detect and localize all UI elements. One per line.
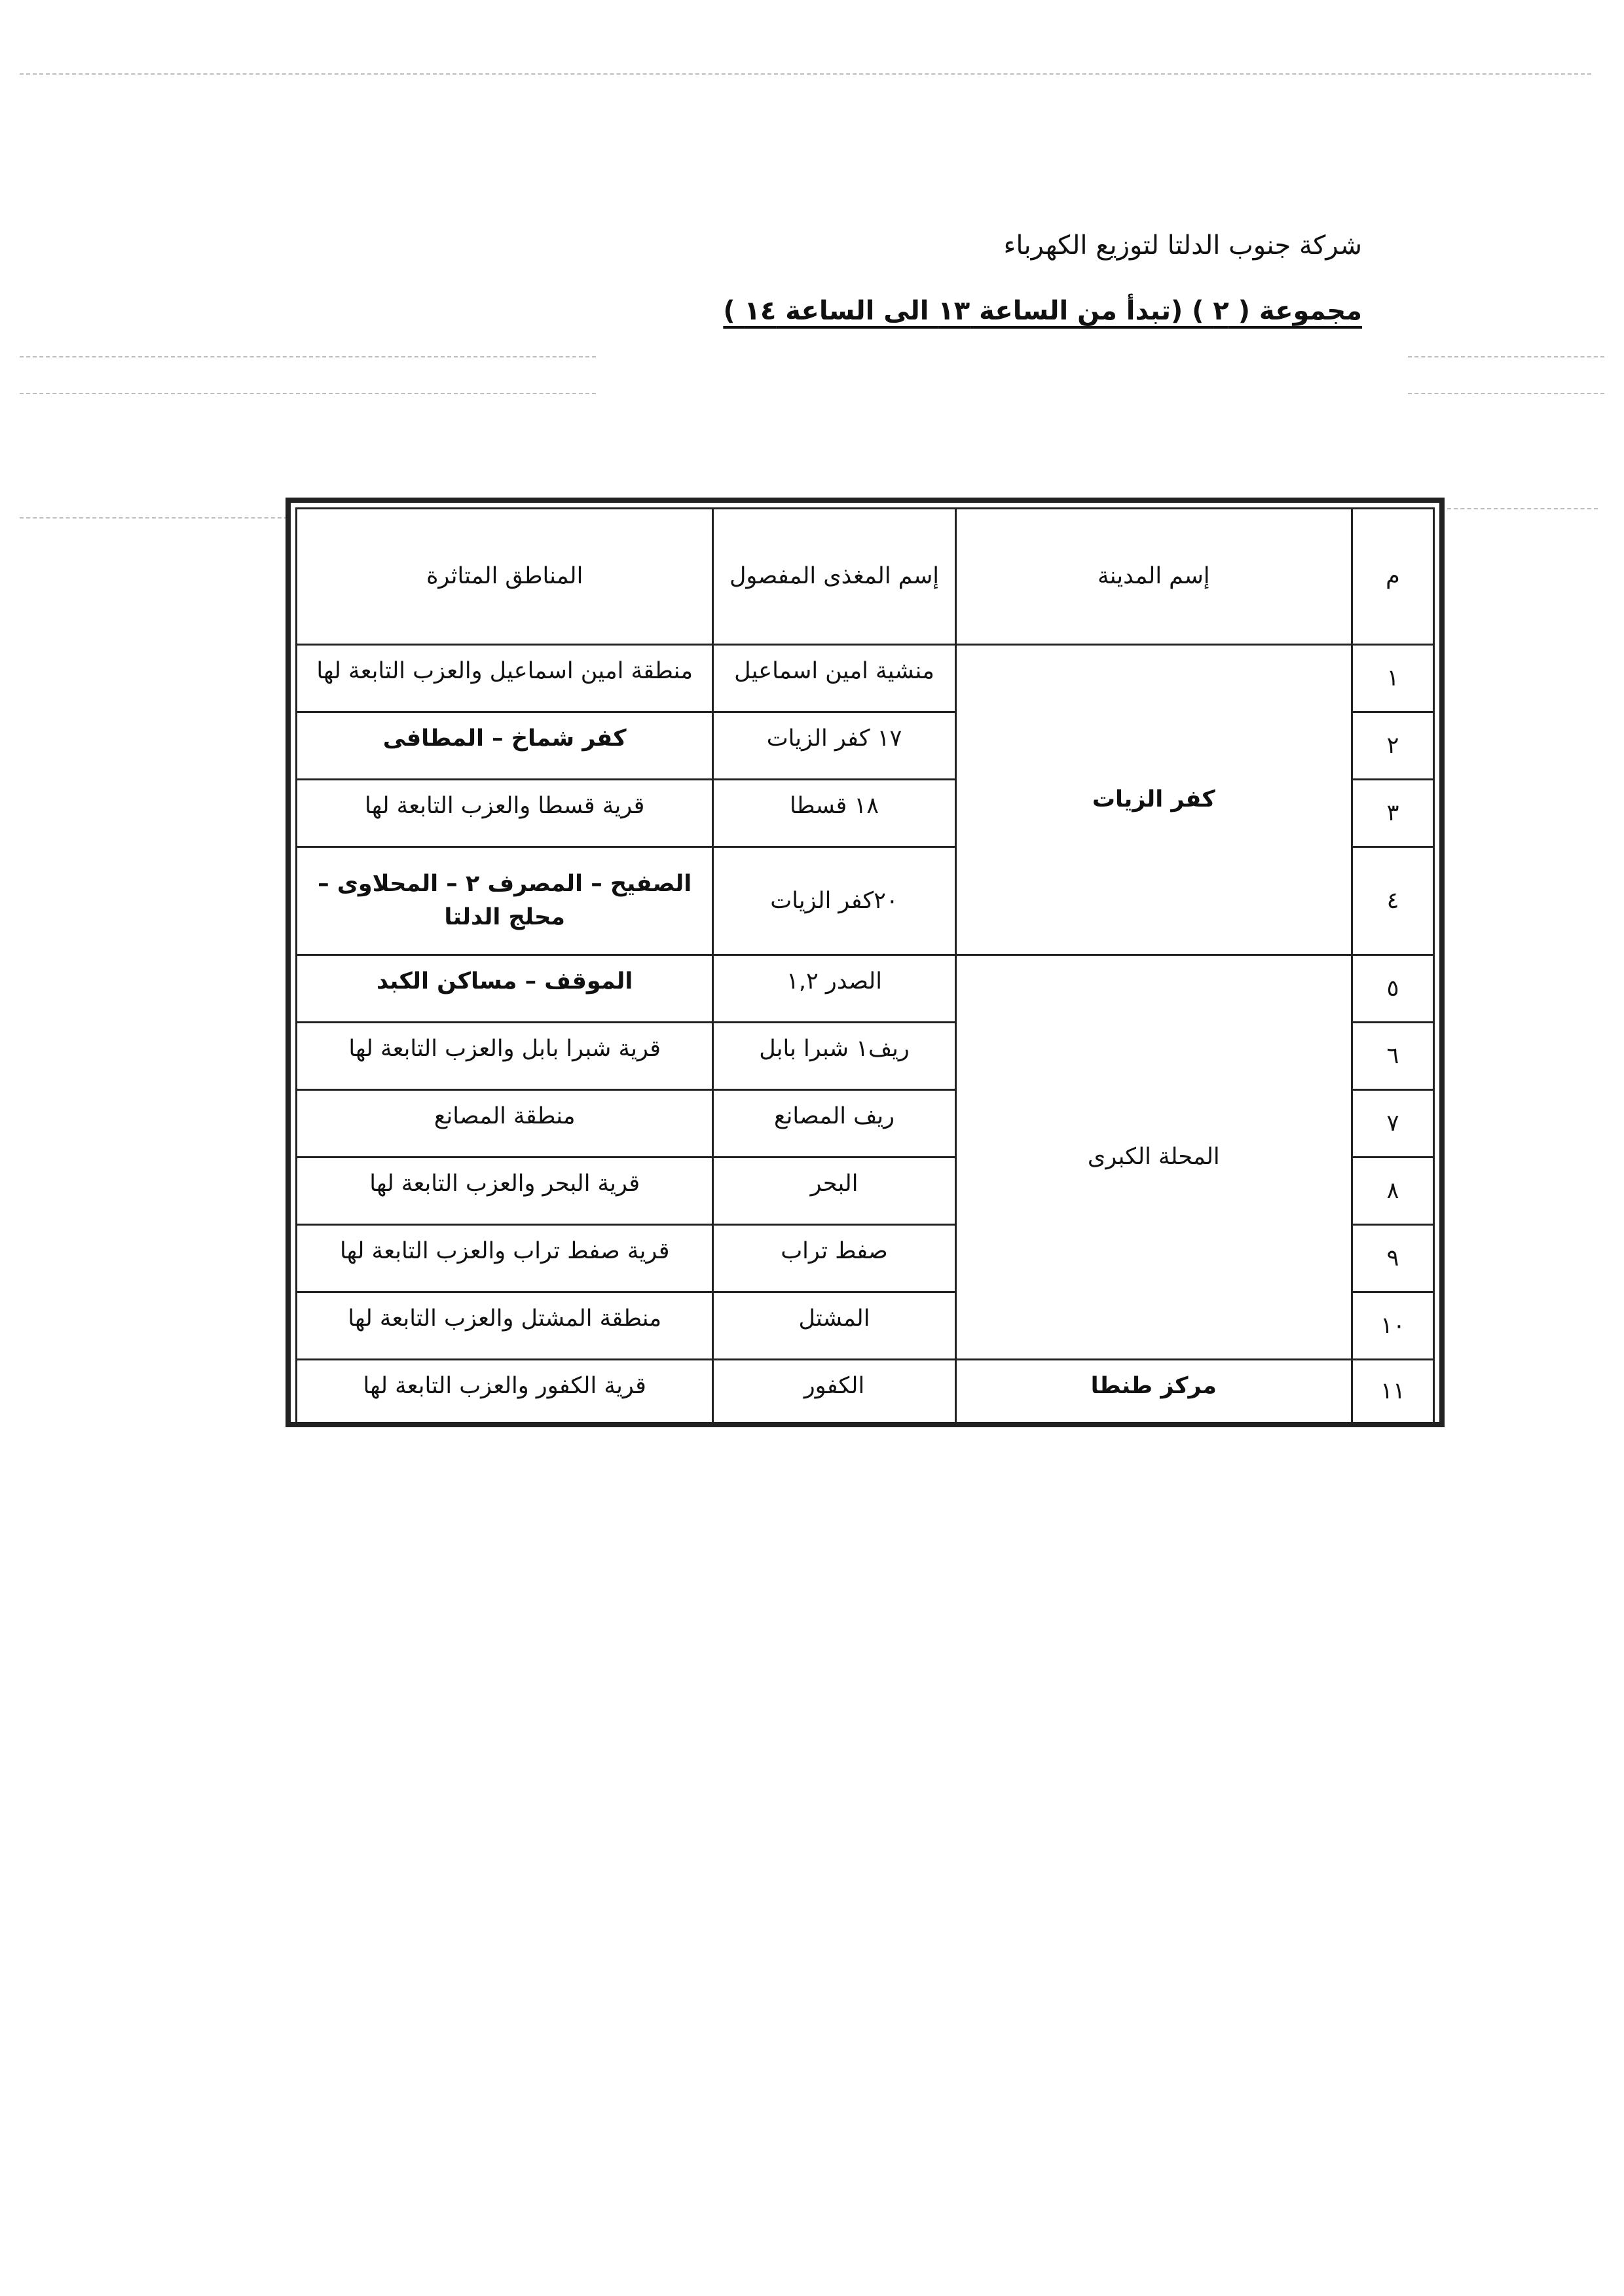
header-city: إسم المدينة (955, 509, 1352, 645)
row-number: ٢ (1352, 712, 1433, 780)
area-cell: كفر شماخ – المطافى (297, 712, 713, 780)
scan-line (1408, 393, 1604, 394)
feeder-cell: الصدر ١,٢ (713, 955, 955, 1023)
feeder-cell: ١٧ كفر الزيات (713, 712, 955, 780)
scan-line (20, 393, 596, 394)
feeder-cell: ريف المصانع (713, 1090, 955, 1157)
row-number: ٥ (1352, 955, 1433, 1023)
table-row (297, 1360, 1434, 1424)
header-areas: المناطق المتاثرة (297, 509, 713, 645)
scan-line (20, 356, 596, 357)
row-number: ٨ (1352, 1157, 1433, 1225)
feeder-cell: صفط تراب (713, 1225, 955, 1292)
scan-line (20, 73, 1591, 75)
scan-line (1408, 356, 1604, 357)
row-number: ٦ (1352, 1023, 1433, 1090)
area-cell: قرية الكفور والعزب التابعة لها (297, 1360, 713, 1424)
area-cell: قرية البحر والعزب التابعة لها (297, 1157, 713, 1225)
row-number: ٩ (1352, 1225, 1433, 1292)
area-cell: منطقة امين اسماعيل والعزب التابعة لها (297, 645, 713, 712)
feeder-cell: ريف١ شبرا بابل (713, 1023, 955, 1090)
row-number: ١١ (1352, 1360, 1433, 1424)
row-number: ٧ (1352, 1090, 1433, 1157)
row-number: ١ (1352, 645, 1433, 712)
schedule-table-frame (286, 498, 1445, 1427)
feeder-cell: منشية امين اسماعيل (713, 645, 955, 712)
city-cell: مركز طنطا (955, 1360, 1352, 1424)
feeder-cell: البحر (713, 1157, 955, 1225)
feeder-cell: ٢٠كفر الزيات (713, 847, 955, 955)
header-num: م (1352, 509, 1433, 645)
scan-line (20, 517, 288, 519)
row-number: ١٠ (1352, 1292, 1433, 1360)
table-row (297, 645, 1434, 712)
area-cell: قرية قسطا والعزب التابعة لها (297, 780, 713, 847)
row-number: ٤ (1352, 847, 1433, 955)
group-title: مجموعة ( ٢ ) (تبدأ من الساعة ١٣ الى الساعة ١٤ ) (723, 296, 1362, 326)
table-header-row (297, 509, 1434, 645)
header-feeder: إسم المغذى المفصول (713, 509, 955, 645)
row-number: ٣ (1352, 780, 1433, 847)
area-cell: قرية شبرا بابل والعزب التابعة لها (297, 1023, 713, 1090)
area-cell: الموقف – مساكن الكبد (297, 955, 713, 1023)
area-cell: منطقة المصانع (297, 1090, 713, 1157)
area-cell: منطقة المشتل والعزب التابعة لها (297, 1292, 713, 1360)
city-cell: كفر الزيات (955, 645, 1352, 955)
area-cell: قرية صفط تراب والعزب التابعة لها (297, 1225, 713, 1292)
company-name: شركة جنوب الدلتا لتوزيع الكهرباء (1003, 230, 1362, 261)
feeder-cell: المشتل (713, 1292, 955, 1360)
table-row (297, 955, 1434, 1023)
area-cell: الصفيح – المصرف ٢ – المحلاوى – محلج الدلتا (297, 847, 713, 955)
feeder-cell: الكفور (713, 1360, 955, 1424)
scan-line (1447, 508, 1598, 509)
city-cell: المحلة الكبرى (955, 955, 1352, 1360)
feeder-cell: ١٨ قسطا (713, 780, 955, 847)
schedule-table (295, 507, 1435, 1425)
